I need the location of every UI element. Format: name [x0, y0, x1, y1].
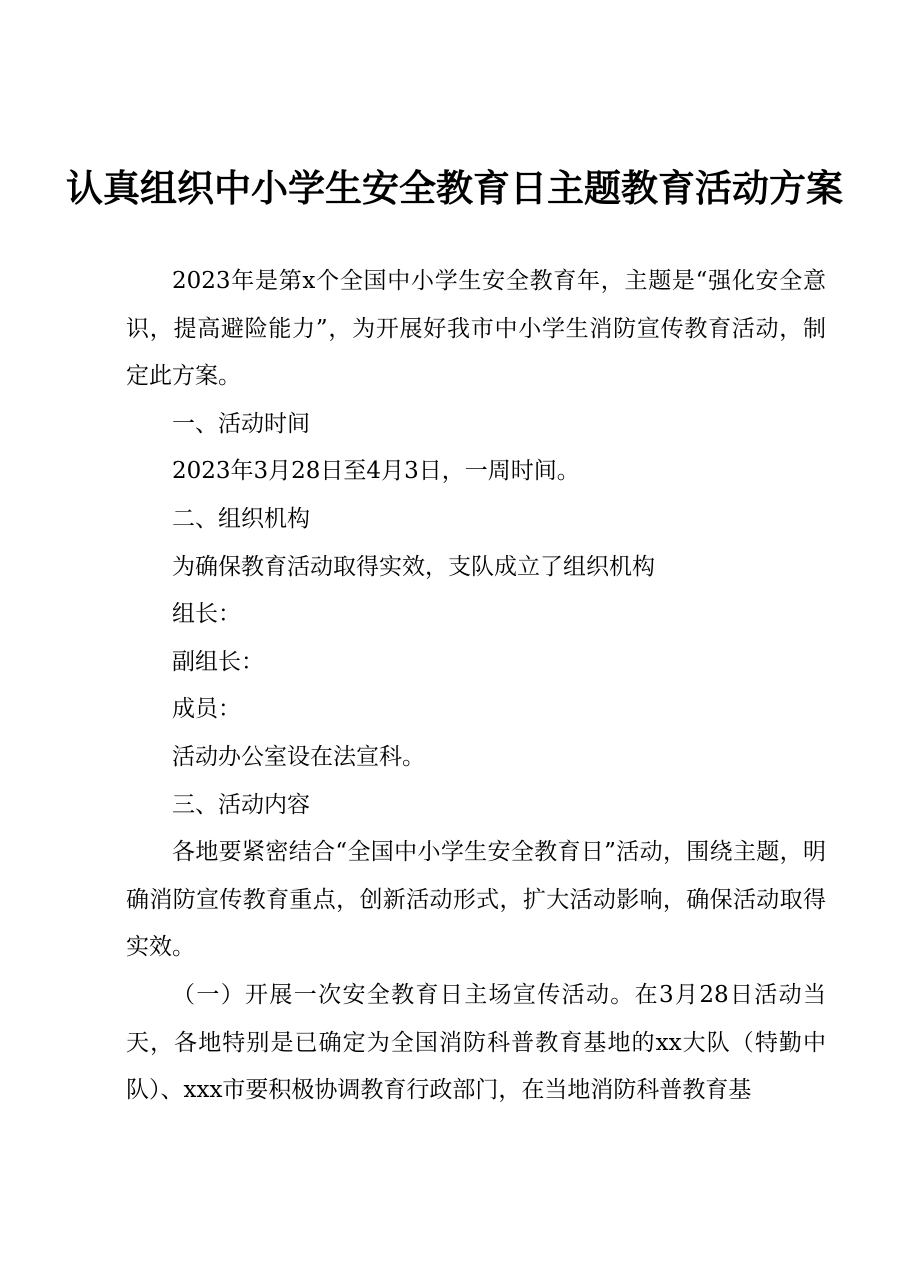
paragraph-members: 成员：: [172, 696, 241, 723]
paragraph-activity-one: （一）开展一次安全教育日主场宣传活动。在3月28日活动当天，各地特别是已确定为全国消防科普教育基地的xx大队（特勤中队）、xxx市要积极协调教育行政部门，在当地消防科普教育基: [126, 981, 826, 1104]
paragraph-activity-content: 各地要紧密结合“全国中小学生安全教育日”活动，围绕主题，明确消防宣传教育重点，创新活动形式，扩大活动影响，确保活动取得实效。: [126, 839, 826, 961]
paragraph-office: 活动办公室设在法宣科。: [172, 743, 425, 770]
section-heading-organization: 二、组织机构: [172, 505, 310, 532]
document-body: [126, 258, 826, 1115]
section-heading-activity-content: 三、活动内容: [172, 791, 310, 818]
paragraph-organization: 为确保教育活动取得实效，支队成立了组织机构: [172, 553, 655, 580]
document-title: 认真组织中小学生安全教育日主题教育活动方案: [66, 166, 843, 210]
section-heading-activity-time: 一、活动时间: [172, 410, 310, 437]
paragraph-activity-time: 2023年3月28日至4月3日，一周时间。: [172, 458, 580, 485]
paragraph-deputy-leader: 副组长：: [172, 648, 264, 675]
paragraph-group-leader: 组长：: [172, 601, 241, 628]
paragraph-intro: 2023年是第x个全国中小学生安全教育年，主题是“强化安全意识，提高避险能力”，为开展好我市中小学生消防宣传教育活动，制定此方案。: [126, 268, 826, 390]
